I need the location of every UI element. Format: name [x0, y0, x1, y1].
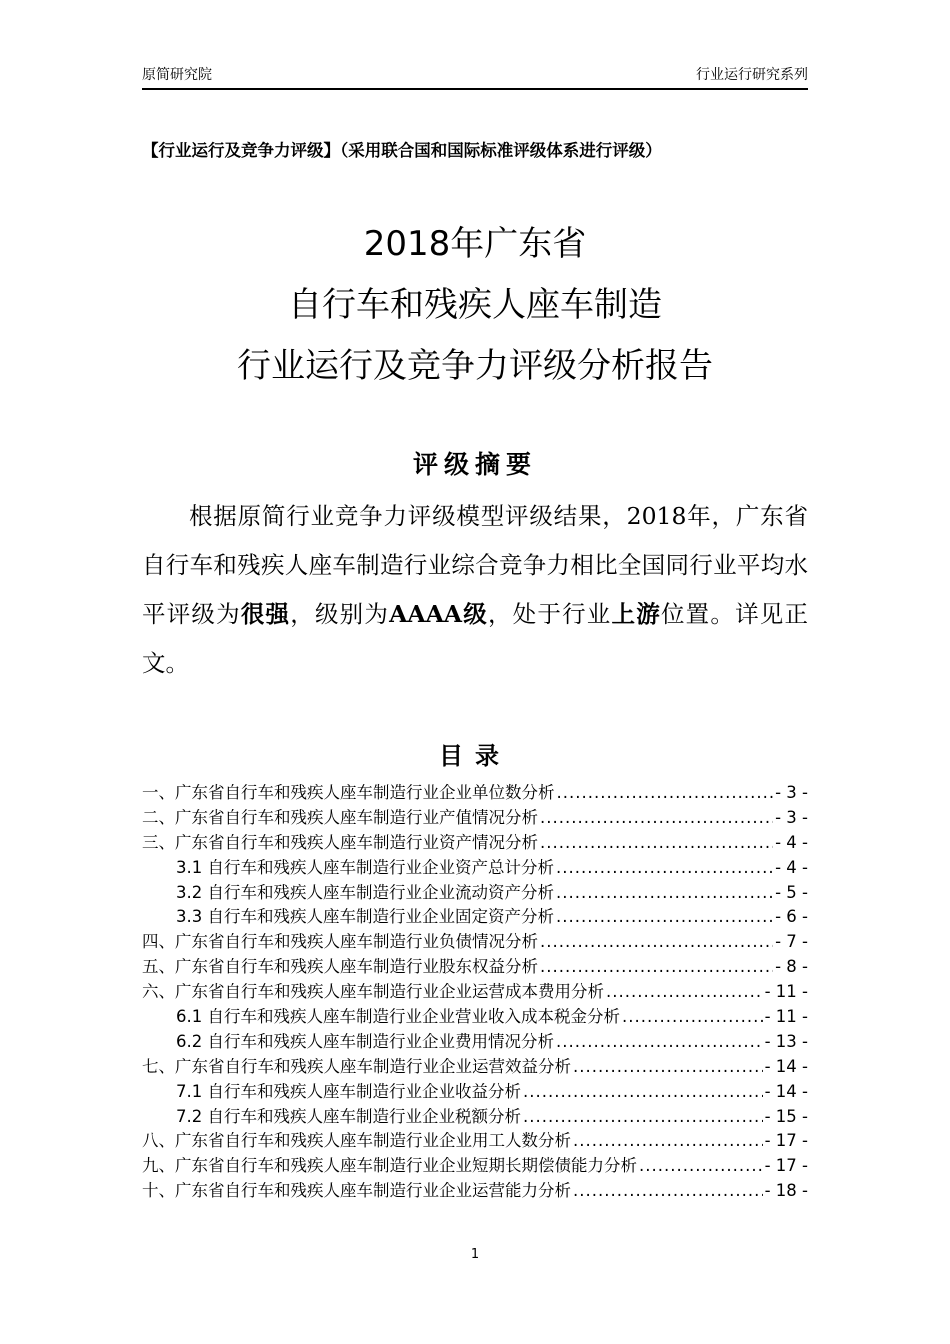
toc-entry-label: 7.1 自行车和残疾人座车制造行业企业收益分析	[176, 1081, 521, 1101]
toc-entry-label: 八、广东省自行车和残疾人座车制造行业企业用工人数分析	[142, 1131, 571, 1151]
title-line: 行业运行及竞争力评级分析报告	[237, 346, 713, 386]
toc-entry[interactable]	[142, 1129, 808, 1154]
toc-entry-label: 6.1 自行车和残疾人座车制造行业企业营业收入成本税金分析	[176, 1007, 620, 1027]
toc-entry-page: - 7 -	[775, 932, 808, 952]
toc-entry[interactable]	[142, 881, 808, 906]
toc-entry[interactable]	[142, 1005, 808, 1030]
toc-leader-dots	[556, 881, 773, 906]
toc-entry-label: 7.2 自行车和残疾人座车制造行业企业税额分析	[176, 1106, 521, 1126]
title-line: 2018年广东省	[363, 224, 587, 264]
toc-entry-page: - 4 -	[775, 832, 808, 852]
toc-leader-dots	[573, 1179, 763, 1204]
toc-entry-label: 四、广东省自行车和残疾人座车制造行业负债情况分析	[142, 932, 538, 952]
toc-entry-label: 十、广东省自行车和残疾人座车制造行业企业运营能力分析	[142, 1181, 571, 1201]
toc-entry-label: 六、广东省自行车和残疾人座车制造行业企业运营成本费用分析	[142, 982, 604, 1002]
title-line: 自行车和残疾人座车制造	[288, 285, 662, 325]
toc-entry[interactable]	[142, 1154, 808, 1179]
toc-entry[interactable]	[142, 781, 808, 806]
toc-entry-label: 3.1 自行车和残疾人座车制造行业企业资产总计分析	[176, 857, 554, 877]
toc-heading: 目录	[439, 742, 511, 770]
toc-entry-page: - 8 -	[775, 957, 808, 977]
header-left: 原简研究院	[142, 67, 212, 83]
toc-entry-page: - 3 -	[775, 783, 808, 802]
toc-entry-label: 九、广东省自行车和残疾人座车制造行业企业短期长期偿债能力分析	[142, 1156, 637, 1176]
toc-leader-dots	[523, 1080, 763, 1105]
toc-entry-page: - 11 -	[764, 1007, 808, 1027]
rating-grade: AAAA级	[389, 600, 488, 628]
toc-entry[interactable]	[142, 806, 808, 831]
toc-entry-page: - 4 -	[775, 857, 808, 877]
toc-entry-page: - 17 -	[764, 1131, 808, 1151]
toc-leader-dots	[622, 1005, 763, 1030]
toc-leader-dots	[557, 781, 774, 806]
toc-leader-dots	[556, 1030, 763, 1055]
toc-entry-label: 二、广东省自行车和残疾人座车制造行业产值情况分析	[142, 807, 538, 827]
toc-entry[interactable]	[142, 905, 808, 930]
toc-leader-dots	[540, 930, 773, 955]
page-header	[142, 64, 808, 90]
report-subtitle: 【行业运行及竞争力评级】（采用联合国和国际标准评级体系进行评级）	[142, 141, 662, 160]
summary-text: 位置。详见正文。	[142, 600, 809, 677]
summary-paragraph	[142, 492, 808, 688]
toc-entry-label: 3.2 自行车和残疾人座车制造行业企业流动资产分析	[176, 882, 554, 902]
toc-entry[interactable]	[142, 831, 808, 856]
toc-entry[interactable]	[142, 1055, 808, 1080]
toc-entry[interactable]	[142, 955, 808, 980]
header-right: 行业运行研究系列	[696, 67, 808, 83]
toc-entry-page: - 18 -	[764, 1181, 808, 1201]
toc-entry-label: 6.2 自行车和残疾人座车制造行业企业费用情况分析	[176, 1031, 554, 1051]
rating-level: 很强	[240, 600, 291, 628]
toc-entry[interactable]	[142, 930, 808, 955]
toc-entry-page: - 6 -	[775, 907, 808, 927]
toc-entry-page: - 14 -	[764, 1081, 808, 1101]
toc-entry-page: - 15 -	[764, 1106, 808, 1126]
toc-entry-label: 七、广东省自行车和残疾人座车制造行业企业运营效益分析	[142, 1056, 571, 1076]
toc-entry-page: - 5 -	[775, 882, 808, 902]
summary-text: ，处于行业	[487, 600, 612, 628]
toc-entry-label: 一、广东省自行车和残疾人座车制造行业企业单位数分析	[142, 783, 555, 802]
toc-entry[interactable]	[142, 1105, 808, 1130]
rating-position: 上游	[611, 600, 661, 628]
toc-entry[interactable]	[142, 1179, 808, 1204]
summary-text: ，级别为	[290, 600, 390, 628]
toc-entry-page: - 3 -	[775, 807, 808, 827]
toc-entry-label: 三、广东省自行车和残疾人座车制造行业资产情况分析	[142, 832, 538, 852]
toc-entry-page: - 13 -	[764, 1031, 808, 1051]
toc-entry-page: - 14 -	[764, 1056, 808, 1076]
summary-heading: 评级摘要	[412, 450, 537, 479]
page-number: 1	[470, 1247, 480, 1262]
toc-leader-dots	[573, 1055, 763, 1080]
summary-text: 根据原简行业竞争力评级模型评级结果，2018年，广东省自行车和残疾人座车制造行业综合竞争力相比全国同行业平均水平评级为	[142, 502, 808, 628]
toc-leader-dots	[540, 955, 773, 980]
toc-entry[interactable]	[142, 1030, 808, 1055]
toc-leader-dots	[523, 1105, 763, 1130]
toc-leader-dots	[573, 1129, 763, 1154]
toc-entry-page: - 17 -	[764, 1156, 808, 1176]
toc-leader-dots	[540, 806, 773, 831]
report-title	[0, 214, 950, 397]
toc-entry-page: - 11 -	[764, 982, 808, 1002]
toc-leader-dots	[556, 905, 773, 930]
toc-entry[interactable]	[142, 980, 808, 1005]
toc-leader-dots	[556, 856, 773, 881]
toc-entry[interactable]	[142, 1080, 808, 1105]
toc-entry[interactable]	[142, 856, 808, 881]
table-of-contents	[142, 781, 808, 1204]
toc-leader-dots	[639, 1154, 763, 1179]
toc-leader-dots	[540, 831, 773, 856]
toc-entry-label: 五、广东省自行车和残疾人座车制造行业股东权益分析	[142, 957, 538, 977]
toc-leader-dots	[606, 980, 763, 1005]
toc-entry-label: 3.3 自行车和残疾人座车制造行业企业固定资产分析	[176, 907, 554, 927]
